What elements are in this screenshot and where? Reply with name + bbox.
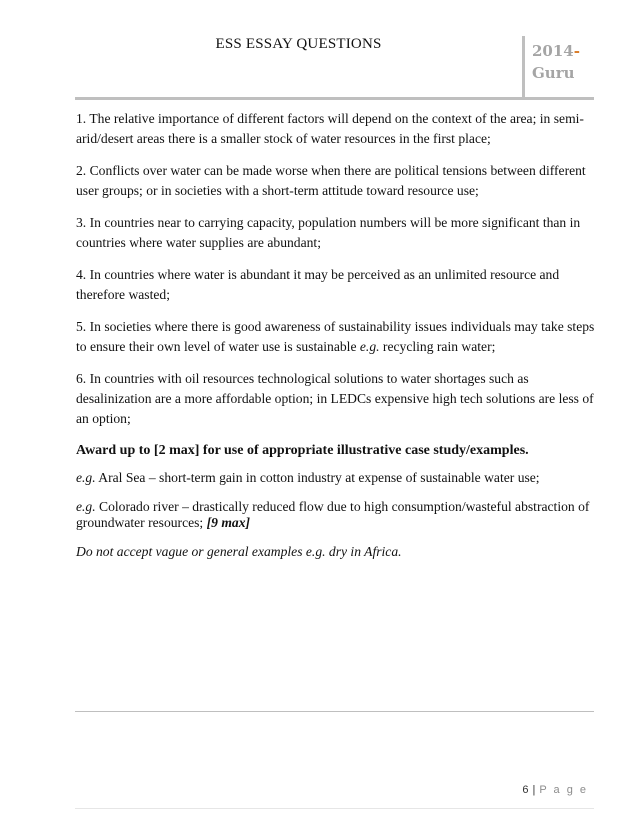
paragraph-5-before: 5. In societies where there is good awareness of sustainability issues individuals may take steps to ensure their own level of water use is sustainable (76, 319, 595, 354)
header-title: ESS ESSAY QUESTIONS (215, 36, 382, 52)
footer-separator: | (532, 784, 536, 796)
award-instruction: Award up to [2 max] for use of appropriate illustrative case study/examples. (76, 443, 529, 458)
example-eg: e.g. (76, 499, 96, 514)
header-year-block (532, 40, 594, 84)
page-footer (522, 784, 588, 796)
page-label: P a g e (539, 784, 588, 796)
header-horizontal-divider (75, 97, 594, 100)
example-text: Colorado river – drastically reduced flow due to high consumption/wasteful abstraction of groundwater resources; (76, 499, 590, 530)
header-year: 2014 (532, 42, 574, 60)
paragraph-1: 1. The relative importance of different factors will depend on the context of the area; in semi-arid/desert areas there is a smaller stock of water resources in the first place; (76, 111, 584, 146)
max-marks: [9 max] (206, 515, 251, 530)
page-header (75, 36, 594, 100)
page-number: 6 (522, 784, 529, 796)
body-text (76, 109, 596, 573)
paragraph-4: 4. In countries where water is abundant it may be perceived as an unlimited resource and therefore wasted; (76, 267, 560, 302)
paragraph-2: 2. Conflicts over water can be made worse when there are political tensions between different user groups; or in societies with a short-term attitude toward resource use; (76, 163, 586, 198)
examiner-note: Do not accept vague or general examples e.g. dry in Africa. (76, 544, 402, 559)
header-year-dash: - (573, 42, 580, 60)
paragraph-3: 3. In countries near to carrying capacity, population numbers will be more significant than in countries where water supplies are abundant; (76, 215, 581, 250)
example-aral-sea (76, 470, 596, 486)
header-guru: Guru (532, 64, 575, 82)
example-text: Aral Sea – short-term gain in cotton industry at expense of sustainable water use; (95, 470, 540, 485)
footer-divider (75, 808, 594, 809)
content-divider (75, 711, 594, 712)
paragraph-5-eg: e.g. (359, 339, 380, 354)
example-eg: e.g. (76, 470, 96, 485)
paragraph-5-after: recycling rain water; (379, 339, 496, 354)
paragraph-6: 6. In countries with oil resources technological solutions to water shortages such as desalinization are a more affordable option; in LEDCs expensive high tech solutions are less of an option; (76, 371, 594, 426)
paragraph-5 (76, 317, 596, 357)
header-vertical-divider (522, 36, 525, 100)
example-colorado-river (76, 499, 596, 531)
